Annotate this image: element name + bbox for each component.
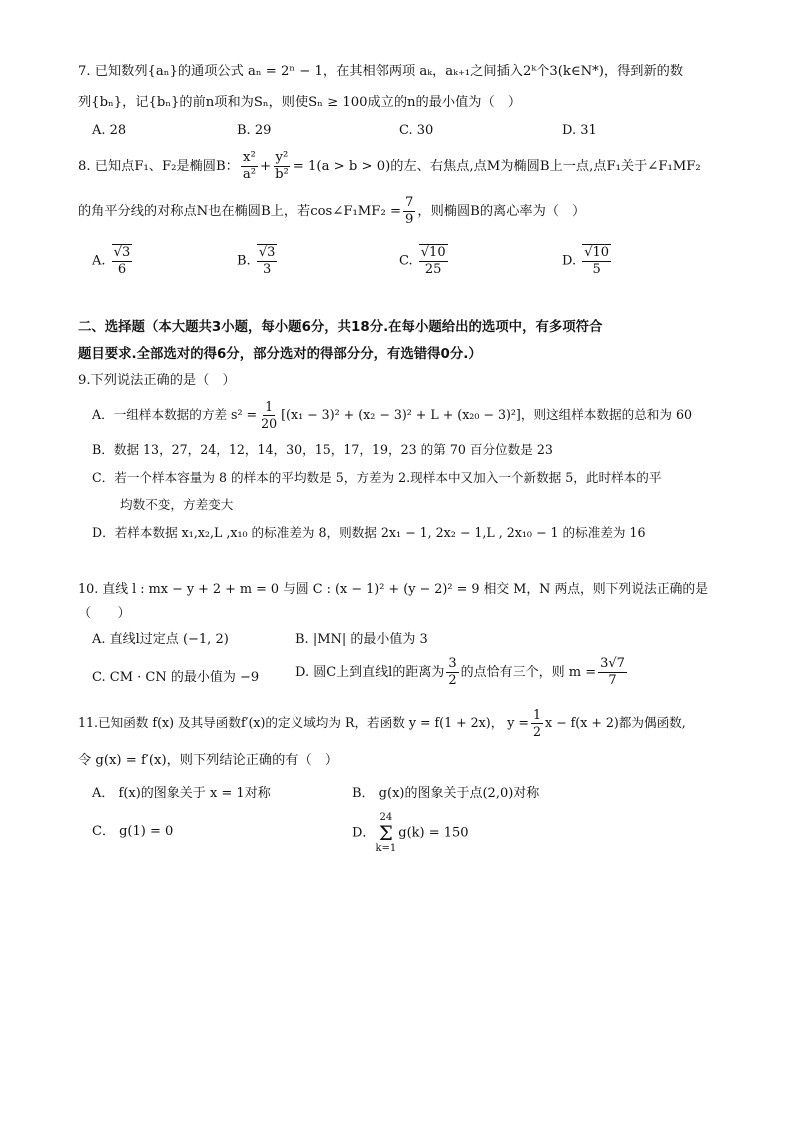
q9-option-d: D．若样本数据 x₁,x₂,L ,x₁₀ 的标准差为 8，则数据 2x₁ − 1, 2x₂ − 1,L , 2x₁₀ − 1 的标准差为 16 xyxy=(92,525,646,540)
section2-header-line2: 题目要求.全部选对的得6分，部分选对的得部分分，有选错得0分.） xyxy=(78,347,482,362)
q10-option-d xyxy=(295,655,629,691)
q8-line1-b: = 1(a > b > 0)的左、右焦点,点M为椭圆B上一点,点F₁关于∠F₁MF₂ xyxy=(292,159,701,174)
q8-option-a xyxy=(92,244,134,278)
frac-num: √3 xyxy=(113,245,131,260)
frac-den: 6 xyxy=(117,262,127,277)
q10-d-pre: D. 圆C上到直线l的距离为 xyxy=(295,665,445,680)
q10-option-a: A. 直线l过定点 (−1, 2) xyxy=(92,632,229,647)
option-frac xyxy=(112,244,133,278)
sum-upper-limit: 24 xyxy=(379,812,393,823)
q8-line2-b: ，则椭圆B的离心率为（ ） xyxy=(417,204,586,219)
frac-den: 2 xyxy=(532,724,541,739)
option-label: C. xyxy=(399,253,413,269)
q11-line1-pre: 11.已知函数 f(x) 及其导函数f′(x)的定义域均为 R，若函数 y = f(1 + 2x)， y = xyxy=(78,715,529,730)
q11-option-a: A． f(x)的图象关于 x = 1对称 xyxy=(92,786,271,801)
frac-den: a² xyxy=(242,167,256,182)
q7-option-b: B. 29 xyxy=(237,123,272,138)
summation-symbol xyxy=(375,812,396,854)
frac-den: 2 xyxy=(448,673,457,688)
q8-line2-a: 的角平分线的对称点N也在椭圆B上，若cos∠F₁MF₂ = xyxy=(78,204,401,219)
q10-d-mid: 的点恰有三个，则 m = xyxy=(460,665,597,680)
q11-d-pre: D． xyxy=(352,825,376,841)
option-label: A. xyxy=(92,253,106,269)
q10-option-b: B. |MN| 的最小值为 3 xyxy=(295,632,428,647)
q10-stem-line2: （ ） xyxy=(78,606,131,621)
section2-header-line1: 二、选择题（本大题共3小题，每小题6分，共18分.在每小题给出的选项中，有多项符合 xyxy=(78,320,603,335)
q8-line1-a: 8. 已知点F₁、F₂是椭圆B： xyxy=(78,159,239,174)
q11-d-post: g(k) = 150 xyxy=(398,825,469,841)
frac-den: 20 xyxy=(261,416,278,431)
q11-option-d xyxy=(352,812,469,854)
frac-num: 3 xyxy=(448,656,457,671)
frac-num: 1 xyxy=(265,399,274,414)
q7-option-d: D. 31 xyxy=(562,123,597,138)
option-label: B. xyxy=(237,253,251,269)
sum-lower-limit: k=1 xyxy=(375,843,397,854)
frac-den: 25 xyxy=(424,262,442,277)
q10-d-frac xyxy=(446,656,458,689)
q11-half-frac xyxy=(531,707,543,740)
q8-line2 xyxy=(78,195,585,229)
q10-stem-line1: 10. 直线 l : mx − y + 2 + m = 0 与圆 C : (x − 1)² + (y − 2)² = 9 相交 M，N 两点，则下列说法正确的是 xyxy=(78,582,709,597)
frac-den: 7 xyxy=(608,673,617,688)
q11-line1-post: x − f(x + 2)都为偶函数, xyxy=(544,715,686,730)
q8-option-b xyxy=(237,244,279,278)
frac-num: 1 xyxy=(532,707,541,722)
q11-option-c: C． g(1) = 0 xyxy=(92,824,174,839)
q9-stem: 9.下列说法正确的是（ ） xyxy=(78,373,236,388)
frac-den: 3 xyxy=(262,262,272,277)
frac-num: 3√7 xyxy=(600,656,625,671)
frac-num: 7 xyxy=(405,195,414,210)
q9-option-c-line2: 均数不变，方差变大 xyxy=(120,497,234,512)
q7-option-c: C. 30 xyxy=(399,123,434,138)
option-frac xyxy=(419,244,448,278)
ellipse-x-frac xyxy=(241,150,258,183)
q8-line1: 8. 已知点F₁、F₂是椭圆B： $\frac{\text{x²}}{\text{a²}}$ + $\frac{\text{y²}}{\text{b²}}$ = 1(a > b > 0)的左、右焦点,点M为椭圆B上一点,点F₁关于∠F₁MF₂ xyxy=(78,150,701,182)
q8-option-c xyxy=(399,244,450,278)
option-frac xyxy=(582,244,611,278)
q9-option-c-line1: C．若一个样本容量为 8 的样本的平均数是 5，方差为 2.现样本中又加入一个新数据 5，此时样本的平 xyxy=(92,470,662,485)
q9-a-pre: A．一组样本数据的方差 s² = xyxy=(92,407,258,422)
q11-line2: 令 g(x) = f′(x)，则下列结论正确的有（ ） xyxy=(78,753,339,768)
frac-den: 5 xyxy=(592,262,601,277)
q9-a-post: [(x₁ − 3)² + (x₂ − 3)² + L + (x₂₀ − 3)²]，则这组样本数据的总和为 60 xyxy=(281,407,692,422)
q9-option-a xyxy=(92,398,692,432)
ellipse-y-frac xyxy=(273,150,291,183)
sigma-glyph: Σ xyxy=(378,821,393,845)
option-frac xyxy=(257,244,278,278)
frac-num: √3 xyxy=(258,245,276,260)
q7-option-a: A. 28 xyxy=(92,123,127,138)
q10-d-answer-frac xyxy=(598,656,627,689)
q10-option-c: C. CM · CN 的最小值为 −9 xyxy=(92,670,260,685)
q11-line1 xyxy=(78,706,686,740)
frac-num: √10 xyxy=(420,245,446,260)
cos-frac xyxy=(403,195,415,228)
option-label: D. xyxy=(562,253,577,269)
q11-option-b: B． g(x)的图象关于点(2,0)对称 xyxy=(352,786,540,801)
q7-line2: 列{bₙ}，记{bₙ}的前n项和为Sₙ，则使Sₙ ≥ 100成立的n的最小值为（ ） xyxy=(78,95,522,110)
q7-line1: 7. 已知数列{aₙ}的通项公式 aₙ = 2ⁿ − 1，在其相邻两项 aₖ，aₖ₊₁之间插入2ᵏ个3(k∈N*)，得到新的数 xyxy=(78,64,684,79)
frac-num: y² xyxy=(275,150,289,165)
q9-a-frac xyxy=(259,399,279,432)
frac-num: x² xyxy=(243,150,256,165)
frac-den: b² xyxy=(275,167,289,182)
frac-den: 9 xyxy=(405,212,414,227)
frac-num: √10 xyxy=(584,245,610,260)
q9-option-b: B．数据 13，27，24，12，14，30，15，17，19，23 的第 70 百分位数是 23 xyxy=(92,442,553,457)
q8-option-d xyxy=(562,244,613,278)
